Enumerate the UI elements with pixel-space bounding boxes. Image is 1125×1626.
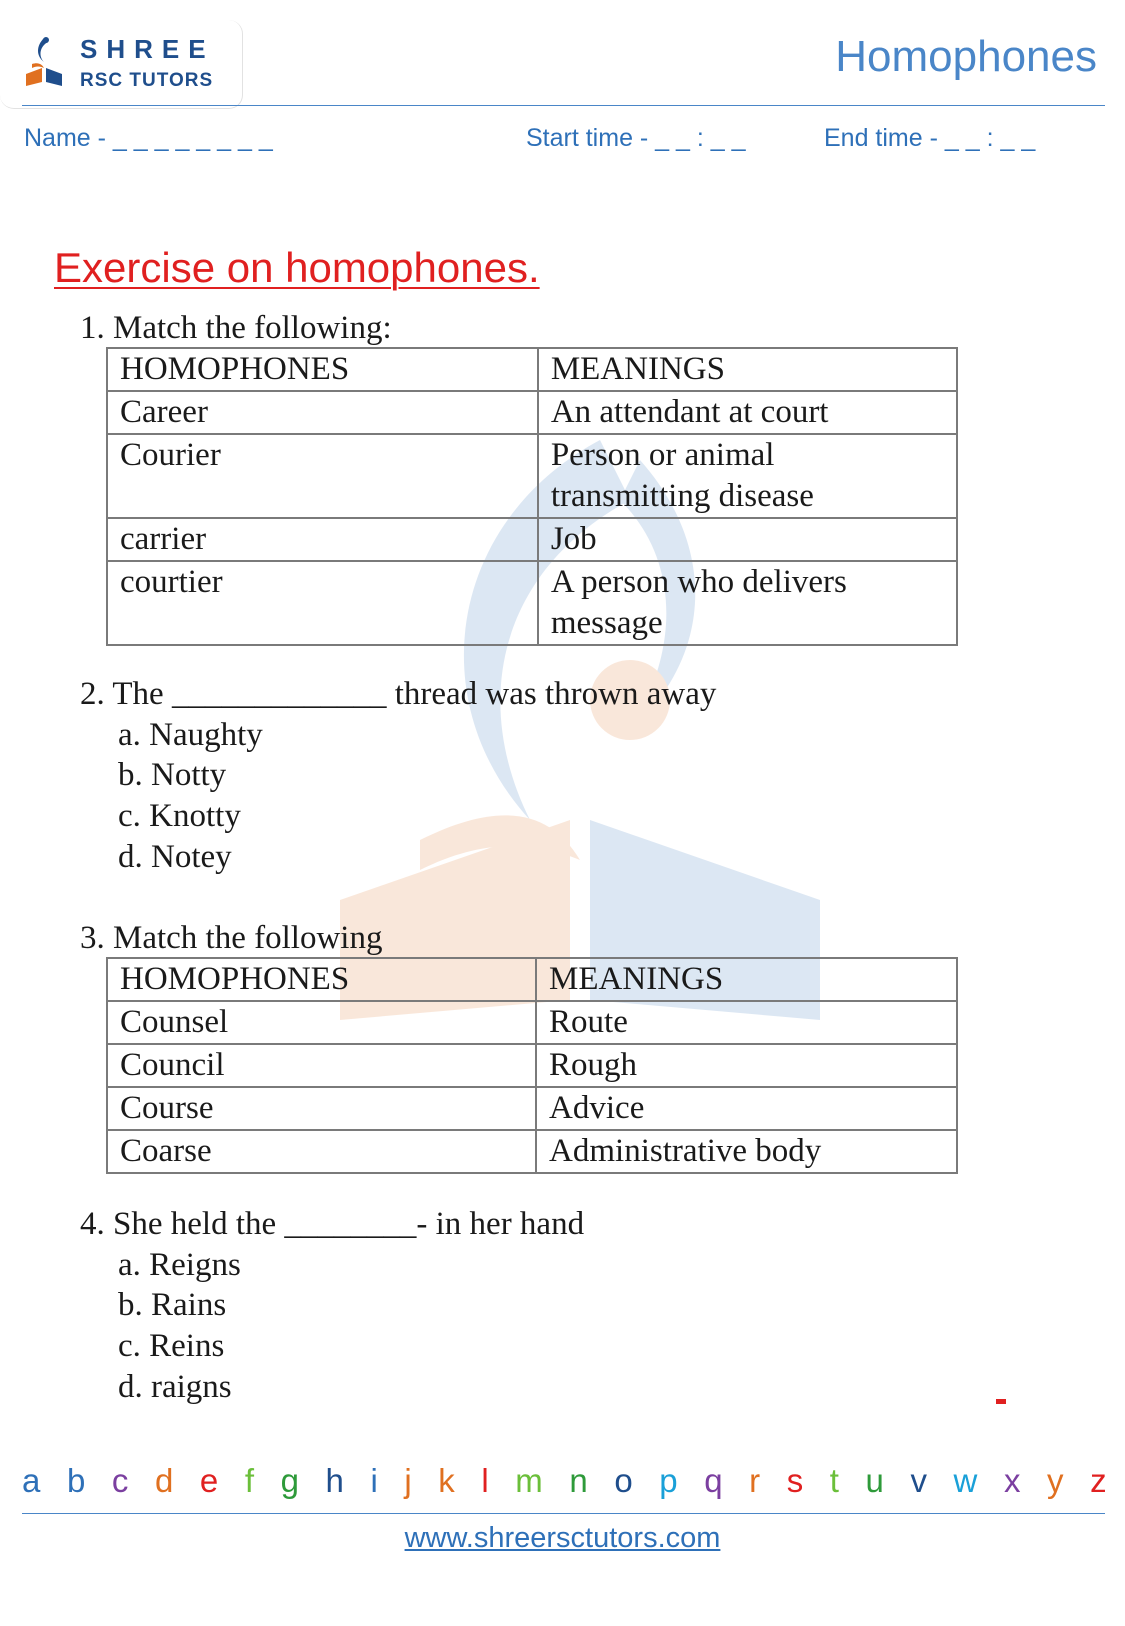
stray-mark [996, 1399, 1006, 1404]
homophone-cell: Coarse [107, 1130, 536, 1173]
alphabet-letter-m: m [515, 1462, 543, 1499]
table-header-row [107, 958, 957, 1001]
alphabet-letter-o: o [614, 1462, 633, 1499]
exercise-heading: Exercise on homophones. [54, 244, 540, 291]
question-3-prompt: 3. Match the following [80, 920, 383, 956]
question-4-prompt [80, 1206, 584, 1243]
table-row [107, 434, 957, 518]
table-row [107, 518, 957, 561]
meaning-cell: A person who delivers message [538, 561, 957, 645]
question-4-text-after: - in her hand [416, 1206, 585, 1242]
question-4-text-before: 4. She held the [80, 1206, 277, 1242]
homophone-cell: Council [107, 1044, 536, 1087]
alphabet-letter-a: a [22, 1462, 41, 1499]
homophone-cell: Course [107, 1087, 536, 1130]
question-4-option-b: b. Rains [118, 1287, 227, 1323]
question-2-blank: _____________ [171, 676, 387, 712]
meaning-cell: Person or animal transmitting disease [538, 434, 957, 518]
alphabet-letter-r: r [749, 1462, 761, 1499]
name-field: Name - _ _ _ _ _ _ _ _ [24, 124, 273, 152]
meaning-cell: Advice [536, 1087, 957, 1130]
alphabet-letter-i: i [370, 1462, 378, 1499]
question-4-option-a: a. Reigns [118, 1247, 241, 1283]
alphabet-strip [22, 1462, 1107, 1508]
homophone-cell: carrier [107, 518, 538, 561]
question-2-prompt [80, 676, 716, 713]
question-1-table [106, 347, 958, 646]
page-title: Homophones [835, 32, 1097, 81]
question-2-option-b: b. Notty [118, 757, 227, 793]
table-header-cell: HOMOPHONES [107, 348, 538, 391]
alphabet-letter-g: g [280, 1462, 299, 1499]
table-header-cell: MEANINGS [538, 348, 957, 391]
homophone-cell: courtier [107, 561, 538, 645]
question-4-option-c: c. Reins [118, 1328, 225, 1364]
table-header-cell: HOMOPHONES [107, 958, 536, 1001]
alphabet-letter-x: x [1003, 1462, 1021, 1499]
question-1-prompt: 1. Match the following: [80, 310, 392, 346]
homophone-cell: Counsel [107, 1001, 536, 1044]
alphabet-letter-j: j [404, 1462, 412, 1499]
start-time-field: Start time - _ _ : _ _ [526, 124, 746, 152]
table-header-row [107, 348, 957, 391]
alphabet-letter-n: n [569, 1462, 588, 1499]
question-3-table [106, 957, 958, 1174]
website-link[interactable]: www.shreersctutors.com [404, 1522, 721, 1554]
alphabet-letter-u: u [865, 1462, 884, 1499]
alphabet-letter-l: l [481, 1462, 489, 1499]
logo-text-tutors: RSC TUTORS [80, 70, 214, 91]
table-header-cell: MEANINGS [536, 958, 957, 1001]
meaning-cell: Administrative body [536, 1130, 957, 1173]
alphabet-letter-y: y [1047, 1462, 1064, 1499]
alphabet-letter-w: w [953, 1462, 978, 1499]
alphabet-letter-k: k [438, 1462, 455, 1499]
alphabet-letter-q: q [704, 1462, 723, 1499]
meaning-cell: Job [538, 518, 957, 561]
table-row [107, 1044, 957, 1087]
alphabet-letter-v: v [910, 1462, 927, 1499]
alphabet-letter-z: z [1090, 1462, 1107, 1499]
logo-text-shree: SHREE [80, 34, 215, 64]
alphabet-letter-s: s [786, 1462, 804, 1499]
alphabet-letter-c: c [111, 1462, 129, 1499]
question-2-option-a: a. Naughty [118, 717, 263, 753]
alphabet-letter-t: t [829, 1462, 839, 1499]
alphabet-letter-d: d [154, 1462, 174, 1499]
logo-icon [22, 34, 66, 90]
table-row [107, 1087, 957, 1130]
alphabet-letter-h: h [325, 1462, 344, 1499]
question-2-text-before: 2. The [80, 676, 164, 712]
question-4-option-d: d. raigns [118, 1369, 232, 1405]
question-2-text-after: thread was thrown away [394, 676, 717, 712]
end-time-field: End time - _ _ : _ _ [824, 124, 1036, 152]
alphabet-letter-e: e [199, 1462, 219, 1499]
alphabet-letter-b: b [66, 1462, 86, 1499]
alphabet-letter-p: p [659, 1462, 678, 1499]
question-2-option-c: c. Knotty [118, 798, 241, 834]
header-divider [22, 105, 1105, 106]
table-row [107, 1001, 957, 1044]
alphabet-letter-f: f [244, 1462, 254, 1499]
meaning-cell: Route [536, 1001, 957, 1044]
table-row [107, 561, 957, 645]
meaning-cell: An attendant at court [538, 391, 957, 434]
homophone-cell: Courier [107, 434, 538, 518]
question-2-option-d: d. Notey [118, 839, 232, 875]
footer-divider [22, 1513, 1105, 1514]
homophone-cell: Career [107, 391, 538, 434]
meaning-cell: Rough [536, 1044, 957, 1087]
table-row [107, 391, 957, 434]
table-row [107, 1130, 957, 1173]
question-4-blank: ________ [284, 1206, 417, 1242]
